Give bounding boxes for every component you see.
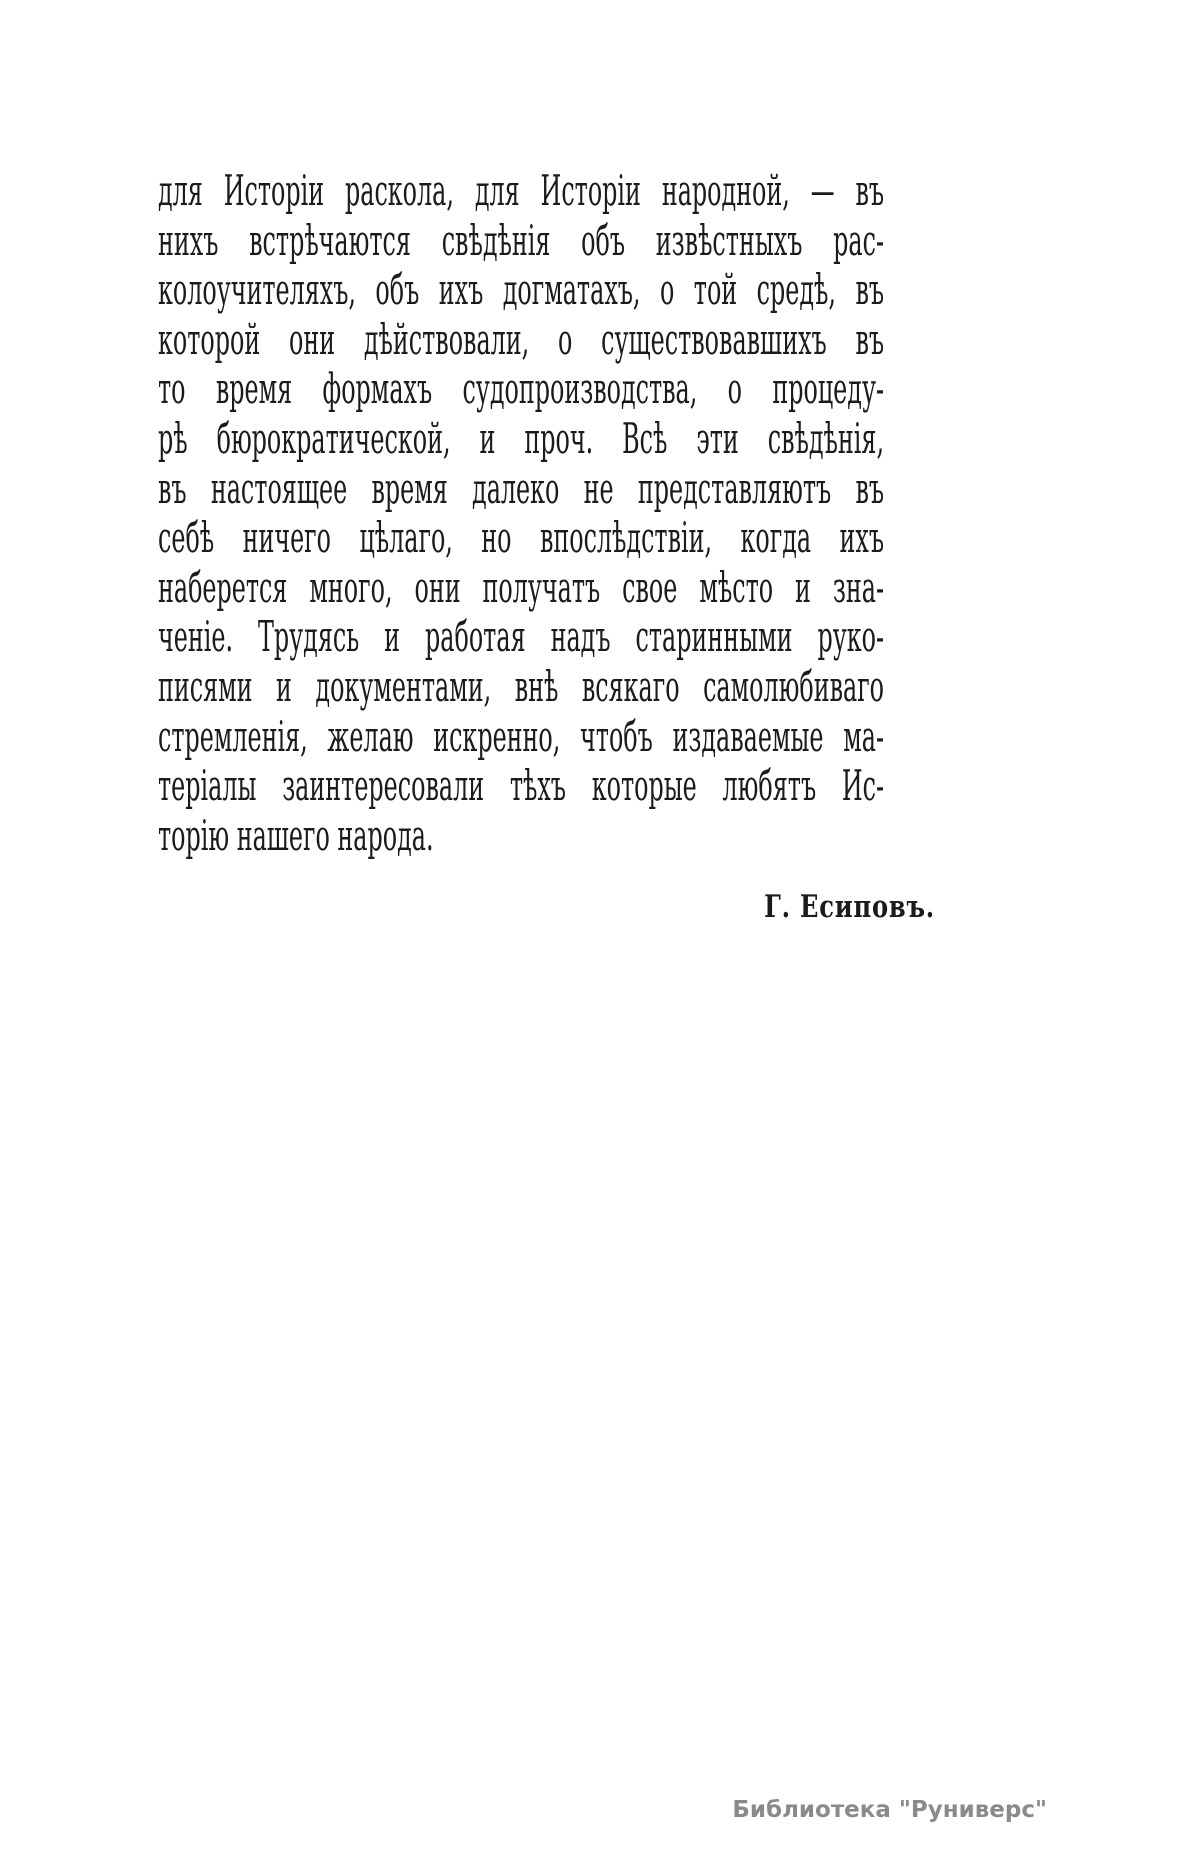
- author-signature: Г. Есиповъ.: [764, 889, 935, 925]
- paragraph: [158, 166, 884, 860]
- text-line: для Исторіи раскола, для Исторіи народной, — въ: [158, 166, 885, 215]
- text-line: рѣ бюрократической, и проч. Всѣ эти свѣдѣнія,: [158, 413, 885, 463]
- text-line: теріалы заинтересовали тѣхъ которые любятъ Ис-: [158, 761, 885, 811]
- text-line: стремленія, желаю искренно, чтобъ издаваемые ма-: [158, 711, 885, 761]
- text-line: торію нашего народа.: [158, 810, 434, 860]
- text-line: колоучителяхъ, объ ихъ догматахъ, о той средѣ, въ: [158, 265, 885, 315]
- text-line: которой они дѣйствовали, о существовавшихъ въ: [158, 314, 885, 364]
- text-line: то время формахъ судопроизводства, о процеду-: [158, 364, 885, 414]
- text-line: нихъ встрѣчаются свѣдѣнія объ извѣстныхъ рас-: [158, 215, 885, 265]
- text-line: писями и документами, внѣ всякаго самолюбиваго: [158, 661, 885, 711]
- text-line: наберется много, они получатъ свое мѣсто и зна-: [158, 562, 885, 612]
- text-line: себѣ ничего цѣлаго, но впослѣдствіи, когда ихъ: [158, 513, 885, 563]
- library-watermark: Библиотека "Руниверс": [732, 1797, 1047, 1823]
- text-line: ченіе. Трудясь и работая надъ старинными руко-: [158, 612, 885, 662]
- text-line: въ настоящее время далеко не представляютъ въ: [158, 463, 885, 513]
